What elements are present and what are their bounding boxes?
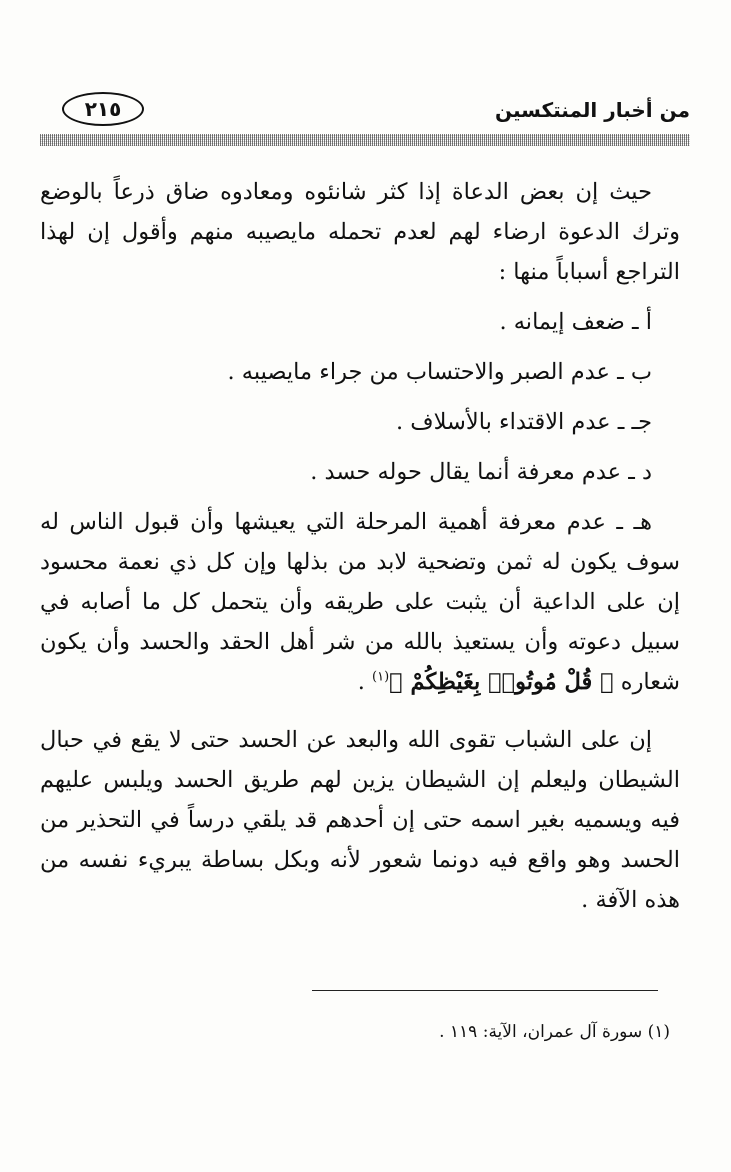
page-header [40, 92, 690, 132]
spacer [40, 392, 680, 402]
paragraph-intro: حيث إن بعض الدعاة إذا كثر شانئوه ومعادوه ضاق ذرعاً بالوضع وترك الدعوة ارضاء لهم لعدم تحمله مايصيبه منهم وأقول إن لهذا التراجع أسباباً منها : [40, 179, 680, 285]
header-divider [40, 134, 690, 146]
spacer [40, 492, 680, 502]
list-item-c: جـ ـ عدم الاقتداء بالأسلاف . [396, 409, 652, 435]
quran-quote: ﴿ قُلْ مُوتُوا۟ بِغَيْظِكُمْ ﴾ [389, 669, 614, 695]
list-item-e-end: . [357, 669, 373, 695]
running-head: من أخبار المنتكسين [494, 98, 690, 122]
list-item-e-text: هـ ـ عدم معرفة أهمية المرحلة التي يعيشها وأن قبول الناس له سوف يكون له ثمن وتضحية لابد من بذلها وإن كل ذي نعمة محسود إن على الداعية أن يثبت على طريقه وأن يتحمل كل ما أصابه في سبيل دعوته وأن يستعيذ بالله من شر أهل الحقد والحسد وأن يكون شعاره [40, 509, 680, 695]
paragraph-conclusion: إن على الشباب تقوى الله والبعد عن الحسد حتى لا يقع في حبال الشيطان وليعلم إن الشيطان يزين لهم طريق الحسد ويلبس عليهم فيه ويسميه بغير اسمه حتى إن أحدهم قد يلقي درساً في التحذير من الحسد وهو واقع فيه دونما شعور لأنه وبكل بساطة يبريء نفسه من هذه الآفة . [40, 727, 680, 913]
footnote-divider [312, 990, 658, 991]
footnote-reference: (١) [372, 669, 390, 685]
spacer [40, 342, 680, 352]
list-item-a: أ ـ ضعف إيمانه . [499, 309, 652, 335]
spacer [40, 702, 680, 720]
page-number-badge: ٢١٥ [62, 92, 144, 126]
main-text [40, 172, 680, 920]
list-item-b: ب ـ عدم الصبر والاحتساب من جراء مايصيبه . [227, 359, 652, 385]
spacer [40, 292, 680, 302]
list-item-d: د ـ عدم معرفة أنما يقال حوله حسد . [310, 459, 652, 485]
list-item-e [40, 502, 680, 702]
spacer [40, 442, 680, 452]
footnote: (١) سورة آل عمران، الآية: ١١٩ . [439, 1022, 670, 1042]
